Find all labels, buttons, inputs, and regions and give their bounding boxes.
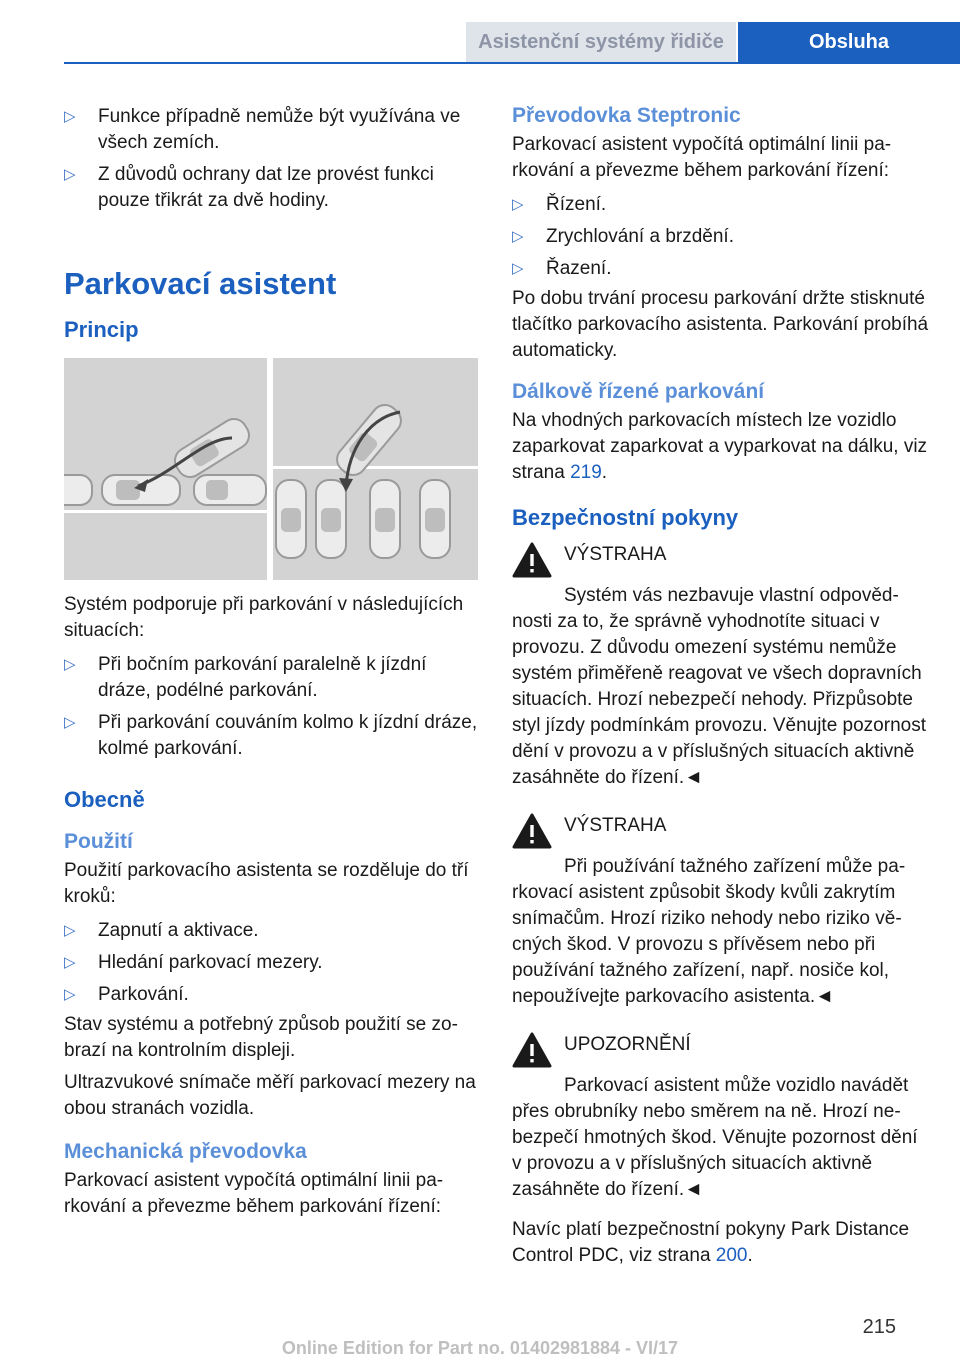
list-item — [512, 192, 932, 218]
bullet-icon: ▷ — [512, 228, 524, 245]
list-item — [64, 162, 478, 214]
paragraph: Ultrazvukové snímače měří parkovací mezery na obou stranách vozidla. — [64, 1072, 476, 1119]
parking-diagram — [64, 358, 478, 580]
parking-illustration — [64, 358, 478, 580]
warning-label: VÝSTRAHA — [564, 544, 667, 565]
list-item — [64, 652, 478, 704]
subsection-title: Princip — [64, 317, 139, 342]
left-column — [64, 100, 478, 1220]
section-title: Parkovací asistent — [64, 266, 337, 301]
header-chapter-tab: Obsluha — [738, 22, 960, 62]
list-item — [64, 982, 478, 1008]
paragraph: Po dobu trvání procesu parkování držte stisknuté tlačítko parkovacího asistenta. Parkování probíhá automaticky. — [512, 288, 929, 361]
paragraph: Parkovací asistent vypočítá optimální linii parkování a převezme během parkování řízení: — [512, 134, 892, 181]
bullet-icon: ▷ — [64, 108, 76, 125]
subsection-title: Bezpečnostní pokyny — [512, 505, 739, 530]
paragraph — [512, 1217, 932, 1269]
list-item — [64, 950, 478, 976]
list-item-text: Z důvodů ochrany dat lze provést funkci pouze třikrát za dvě hodiny. — [98, 164, 434, 211]
bullet-icon: ▷ — [64, 986, 76, 1003]
bullet-icon: ▷ — [64, 166, 76, 183]
list-item-text: Hledání parkovací mezery. — [98, 952, 323, 973]
remote-parking-text: Na vhodných parkovacích místech lze vozidlo zaparkovat zaparkovat a vyparkovat na dálku, viz strana — [512, 410, 928, 483]
edition-watermark: Online Edition for Part no. 01402981884 - VI/17 — [281, 1338, 679, 1358]
period: . — [747, 1245, 753, 1266]
notice-triangle-icon — [512, 1032, 564, 1073]
list-item-text: Při parkování couváním kolmo k jízdní dráze, kolmé parkování. — [98, 712, 478, 759]
page-number: 215 — [862, 1316, 896, 1338]
list-item-text: Zrychlování a brzdění. — [546, 226, 734, 247]
list-item-text: Řazení. — [546, 258, 612, 279]
paragraph: Stav systému a potřebný způsob použití se zobrazí na kontrolním displeji. — [64, 1014, 458, 1061]
pdc-text: Navíc platí bezpečnostní pokyny Park Distance Control PDC, viz strana — [512, 1219, 910, 1266]
warning-triangle-icon — [512, 813, 564, 854]
paragraph: Použití parkovacího asistenta se rozděluje do tří kroků: — [64, 860, 469, 907]
sub-subsection-title: Mechanická převodovka — [64, 1140, 307, 1163]
bullet-icon: ▷ — [64, 954, 76, 971]
sub-subsection-title: Dálkově řízené parkování — [512, 380, 765, 403]
list-item-text: Zapnutí a aktivace. — [98, 920, 259, 941]
warning-label: VÝSTRAHA — [564, 815, 667, 836]
warning-text: Při používání tažného zařízení může parkovací asistent způsobit škody kvůli zakrytím snímačům. Hrozí riziko nehody nebo riziko věcných škod. V provozu s přívěsem nebo při používání tažného zařízení, např. nosiče kol, nepoužívejte parkovacího asistenta.◄ — [512, 856, 906, 1007]
bullet-icon: ▷ — [512, 196, 524, 213]
header-section-tab: Asistenční systémy řidiče — [466, 22, 736, 62]
warning-triangle-icon — [512, 542, 564, 583]
header-rule — [64, 62, 960, 64]
warning-text: Systém vás nezbavuje vlastní odpovědnosti za to, že správně vyhodnotíte situaci v provozu. Z důvodu omezení systému nemůže systém přiměřeně reagovat ve všech dopravních situacích. Hrozí nebezpečí nehody. Přizpůsobte styl jízdy podmínkám provozu. Věnujte pozornost dění v provozu a v příslušných situacích aktivně zasáhněte do řízení.◄ — [512, 585, 926, 788]
warning-block — [512, 813, 932, 1010]
paragraph: Parkovací asistent vypočítá optimální linii parkování a převezme během parkování řízení: — [64, 1170, 444, 1217]
list-item — [64, 918, 478, 944]
subsection-title: Obecně — [64, 787, 145, 812]
warning-block — [512, 542, 932, 791]
list-item-text: Funkce případně nemůže být využívána ve všech zemích. — [98, 106, 461, 153]
list-item — [512, 224, 932, 250]
bullet-icon: ▷ — [64, 714, 76, 731]
list-item-text: Při bočním parkování paralelně k jízdní dráze, podélné parkování. — [98, 654, 427, 701]
list-item — [512, 256, 932, 282]
bullet-icon: ▷ — [512, 260, 524, 277]
sub-subsection-title: Převodovka Steptronic — [512, 104, 741, 127]
bullet-icon: ▷ — [64, 922, 76, 939]
bullet-icon: ▷ — [64, 656, 76, 673]
period: . — [601, 462, 608, 483]
paragraph: Systém podporuje při parkování v následujících situacích: — [64, 594, 464, 641]
notice-label: UPOZORNĚNÍ — [564, 1034, 691, 1055]
list-item — [64, 104, 478, 156]
paragraph — [512, 408, 932, 486]
sub-subsection-title: Použití — [64, 830, 133, 853]
page-link-219[interactable]: 219 — [570, 462, 602, 483]
page-link-200[interactable]: 200 — [715, 1245, 748, 1266]
list-item — [64, 710, 478, 762]
list-item-text: Řízení. — [546, 194, 607, 215]
right-column — [512, 100, 932, 1269]
notice-text: Parkovací asistent může vozidlo navádět přes obrubníky nebo směrem na ně. Hrozí nebezpečí hmotných škod. Věnujte pozornost dění v provozu a v příslušných situacích aktivně zasáhněte do řízení.◄ — [512, 1075, 918, 1200]
notice-block — [512, 1032, 932, 1203]
list-item-text: Parkování. — [98, 984, 189, 1005]
